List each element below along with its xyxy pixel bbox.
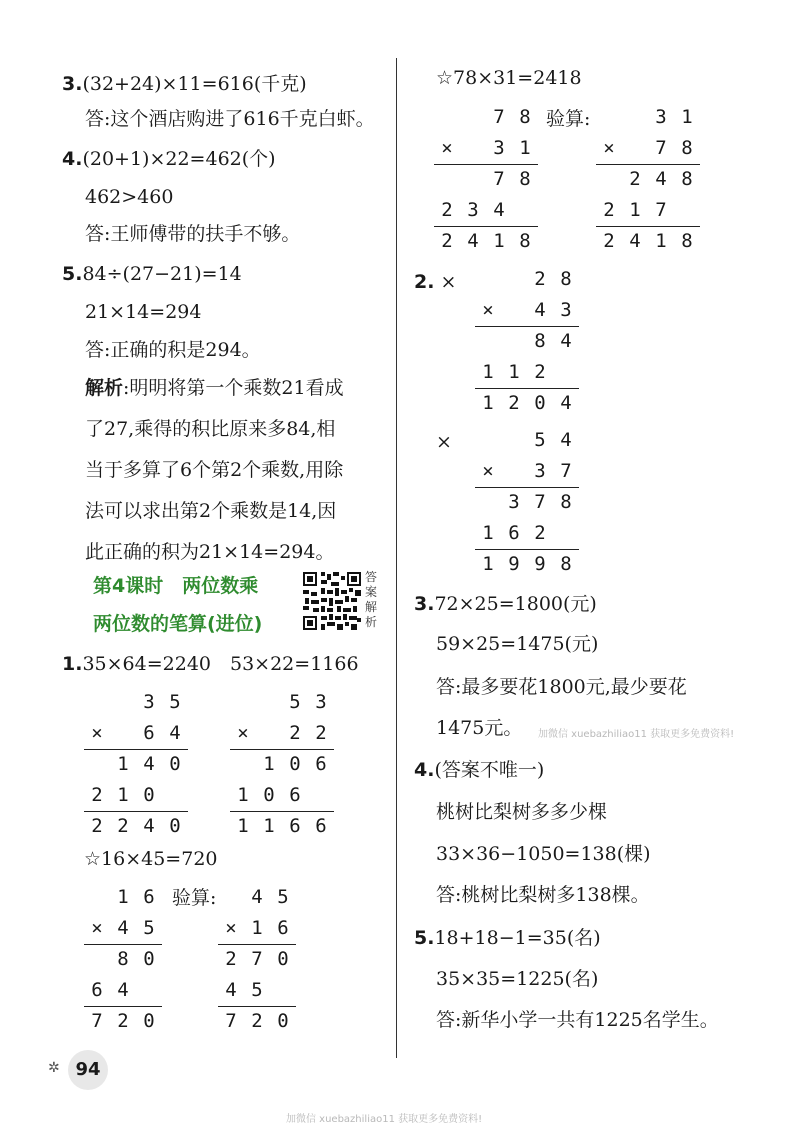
calc-digit: 2 [91, 815, 103, 837]
calc-digit: 1 [482, 361, 494, 383]
calc-digit: 7 [493, 168, 505, 190]
q3-answer-line-1: 答:最多要花1800元,最少要花 [436, 676, 687, 698]
problem-3: 3.(32+24)×11=616(千克) [62, 73, 307, 95]
calc-digit: 8 [519, 168, 531, 190]
calc-digit: 4 [560, 429, 572, 451]
wrong-mark-icon: × [440, 271, 457, 293]
calc-digit: 4 [493, 199, 505, 221]
calc-digit: 0 [143, 784, 155, 806]
calc-digit: 6 [91, 979, 103, 1001]
calc-rule [475, 388, 579, 389]
calc-digit: 4 [117, 979, 129, 1001]
calc-digit: 0 [169, 753, 181, 775]
problem-5-step2: 21×14=294 [85, 301, 202, 323]
calc-digit: 2 [225, 948, 237, 970]
calc-digit: 2 [508, 392, 520, 414]
calc-digit: 2 [117, 815, 129, 837]
calc-digit: 4 [629, 230, 641, 252]
calc-digit: 2 [441, 230, 453, 252]
calc-digit: 4 [467, 230, 479, 252]
calc-digit: 3 [493, 137, 505, 159]
problem-4-compare: 462>460 [85, 186, 174, 208]
calc-digit: 5 [534, 429, 546, 451]
calc-digit: 2 [441, 199, 453, 221]
calc-digit: 8 [560, 491, 572, 513]
calc-digit: 4 [169, 722, 181, 744]
calc-digit: 3 [655, 106, 667, 128]
calc-digit: 1 [117, 753, 129, 775]
calc-digit: × [237, 722, 249, 744]
calc-digit: 5 [277, 886, 289, 908]
calc-rule [475, 487, 579, 488]
calc-digit: × [482, 460, 494, 482]
calc-digit: 2 [603, 230, 615, 252]
calc-digit: 6 [277, 917, 289, 939]
calc-digit: 8 [560, 553, 572, 575]
calc-digit: 4 [534, 299, 546, 321]
calc-digit: 1 [508, 361, 520, 383]
calc-digit: 3 [467, 199, 479, 221]
calc-digit: 3 [534, 460, 546, 482]
problem-5: 5.84÷(27−21)=14 [62, 263, 242, 285]
calc-digit: 1 [482, 522, 494, 544]
q1-equation-2: 53×22=1166 [230, 653, 359, 675]
calc-digit: 6 [508, 522, 520, 544]
watermark-middle: 加微信 xuebazhiliao11 获取更多免费资料! [538, 729, 735, 740]
calc-digit: 6 [315, 815, 327, 837]
calc-rule [84, 811, 188, 812]
calc-digit: 6 [289, 815, 301, 837]
q5-answer: 答:新华小学一共有1225名学生。 [436, 1009, 719, 1031]
star-decoration-icon: ✲ [48, 1060, 60, 1076]
calc-digit: 1 [263, 815, 275, 837]
calc-rule [218, 944, 296, 945]
problem-3-answer: 答:这个酒店购进了616千克白虾。 [85, 108, 375, 130]
calc-digit: 1 [482, 553, 494, 575]
calc-digit: 0 [143, 1010, 155, 1032]
calc-digit: 4 [143, 815, 155, 837]
calc-digit: 2 [117, 1010, 129, 1032]
calc-digit: 7 [560, 460, 572, 482]
calc-digit: 4 [143, 753, 155, 775]
analysis-line-4: 法可以求出第2个乘数是14,因 [85, 500, 337, 522]
wrong-mark-icon: × [436, 431, 452, 453]
calc-digit: × [441, 137, 453, 159]
column-divider [396, 58, 397, 1058]
q1-star-equation: ☆16×45=720 [84, 848, 218, 870]
calc-digit: 7 [251, 948, 263, 970]
qr-code-icon[interactable] [303, 572, 361, 630]
calc-rule [230, 749, 334, 750]
q5-equation-1: 5.18+18−1=35(名) [414, 927, 601, 949]
calc-digit: 3 [560, 299, 572, 321]
calc-digit: 7 [91, 1010, 103, 1032]
lesson-title-line-2: 两位数的笔算(进位) [93, 613, 263, 635]
q1-equations: 1.35×64=2240 [62, 653, 211, 675]
calc-digit: 2 [315, 722, 327, 744]
calc-digit: 1 [519, 137, 531, 159]
calc-digit: 0 [169, 815, 181, 837]
analysis-line-2: 了27,乘得的积比原来多84,相 [85, 418, 336, 440]
calc-digit: 1 [263, 753, 275, 775]
calc-digit: 5 [169, 691, 181, 713]
calc-rule [434, 164, 538, 165]
calc-digit: 2 [603, 199, 615, 221]
q3-answer-line-2: 1475元。 [436, 717, 523, 739]
calc-digit: 1 [681, 106, 693, 128]
calc-digit: 7 [655, 199, 667, 221]
calc-digit: 5 [251, 979, 263, 1001]
calc-digit: 1 [629, 199, 641, 221]
calc-digit: 1 [237, 784, 249, 806]
q2-first: 2. × [414, 271, 457, 293]
calc-digit: 1 [237, 815, 249, 837]
calc-digit: × [225, 917, 237, 939]
calc-digit: 6 [143, 722, 155, 744]
calc-digit: 1 [117, 886, 129, 908]
calc-digit: 6 [315, 753, 327, 775]
calc-digit: 4 [655, 168, 667, 190]
calc-digit: 9 [534, 553, 546, 575]
calc-digit: 0 [277, 948, 289, 970]
calc-digit: × [482, 299, 494, 321]
q4-note: 4.(答案不唯一) [414, 759, 545, 781]
calc-digit: 8 [681, 168, 693, 190]
calc-digit: 4 [560, 330, 572, 352]
analysis-line-5: 此正确的积为21×14=294。 [85, 541, 335, 563]
calc-rule [596, 164, 700, 165]
calc-digit: 1 [117, 784, 129, 806]
calc-digit: × [91, 917, 103, 939]
calc-rule [84, 1006, 162, 1007]
watermark-bottom: 加微信 xuebazhiliao11 获取更多免费资料! [286, 1114, 483, 1125]
calc-digit: × [91, 722, 103, 744]
calc-digit: 2 [629, 168, 641, 190]
calc-digit: 8 [519, 230, 531, 252]
calc-rule [218, 1006, 296, 1007]
analysis-line-1: 解析:明明将第一个乘数21看成 [85, 377, 344, 399]
calc-digit: 4 [225, 979, 237, 1001]
calc-digit: 2 [251, 1010, 263, 1032]
calc-digit: 4 [560, 392, 572, 414]
calc-digit: 8 [560, 268, 572, 290]
calc-digit: 7 [493, 106, 505, 128]
calc-digit: 7 [225, 1010, 237, 1032]
calc-digit: 7 [534, 491, 546, 513]
calc-digit: 2 [91, 784, 103, 806]
calc-digit: 0 [277, 1010, 289, 1032]
calc-digit: 2 [289, 722, 301, 744]
problem-5-answer: 答:正确的积是294。 [85, 339, 261, 361]
calc-rule [434, 226, 538, 227]
calc-digit: 3 [143, 691, 155, 713]
calc-digit: 0 [534, 392, 546, 414]
calc-digit: 2 [534, 268, 546, 290]
page-number: 94 [68, 1050, 108, 1090]
q1-check-label: 验算: [172, 887, 217, 909]
calc-digit: 8 [117, 948, 129, 970]
calc-digit: 6 [289, 784, 301, 806]
qr-code-label: 答案解析 [365, 570, 378, 629]
q4-equation: 33×36−1050=138(棵) [436, 843, 651, 865]
q3-equation-1: 3.72×25=1800(元) [414, 593, 597, 615]
calc-rule [475, 549, 579, 550]
calc-digit: 5 [289, 691, 301, 713]
calc-digit: 1 [482, 392, 494, 414]
right-star-equation: ☆78×31=2418 [436, 67, 582, 89]
calc-digit: 1 [493, 230, 505, 252]
calc-digit: 5 [143, 917, 155, 939]
calc-digit: 7 [655, 137, 667, 159]
calc-digit: 9 [508, 553, 520, 575]
calc-rule [84, 944, 162, 945]
lesson-title-line-1: 第4课时 两位数乘 [93, 575, 259, 597]
calc-rule [475, 326, 579, 327]
calc-digit: 2 [534, 361, 546, 383]
calc-digit: 4 [251, 886, 263, 908]
calc-digit: 3 [315, 691, 327, 713]
problem-4-answer: 答:王师傅带的扶手不够。 [85, 223, 301, 245]
calc-digit: 1 [251, 917, 263, 939]
q5-equation-2: 35×35=1225(名) [436, 968, 599, 990]
calc-digit: × [603, 137, 615, 159]
q3-equation-2: 59×25=1475(元) [436, 633, 599, 655]
calc-rule [230, 811, 334, 812]
calc-rule [596, 226, 700, 227]
problem-4: 4.(20+1)×22=462(个) [62, 148, 276, 170]
calc-digit: 3 [508, 491, 520, 513]
calc-digit: 0 [289, 753, 301, 775]
right-check-label: 验算: [546, 108, 591, 130]
calc-digit: 8 [519, 106, 531, 128]
q4-answer: 答:桃树比梨树多138棵。 [436, 884, 650, 906]
calc-digit: 6 [143, 886, 155, 908]
q4-question: 桃树比梨树多多少棵 [436, 801, 608, 823]
calc-digit: 1 [655, 230, 667, 252]
calc-digit: 2 [534, 522, 546, 544]
calc-digit: 4 [117, 917, 129, 939]
calc-digit: 0 [263, 784, 275, 806]
calc-rule [84, 749, 188, 750]
calc-digit: 8 [534, 330, 546, 352]
calc-digit: 0 [143, 948, 155, 970]
analysis-line-3: 当于多算了6个第2个乘数,用除 [85, 459, 344, 481]
calc-digit: 8 [681, 137, 693, 159]
calc-digit: 8 [681, 230, 693, 252]
